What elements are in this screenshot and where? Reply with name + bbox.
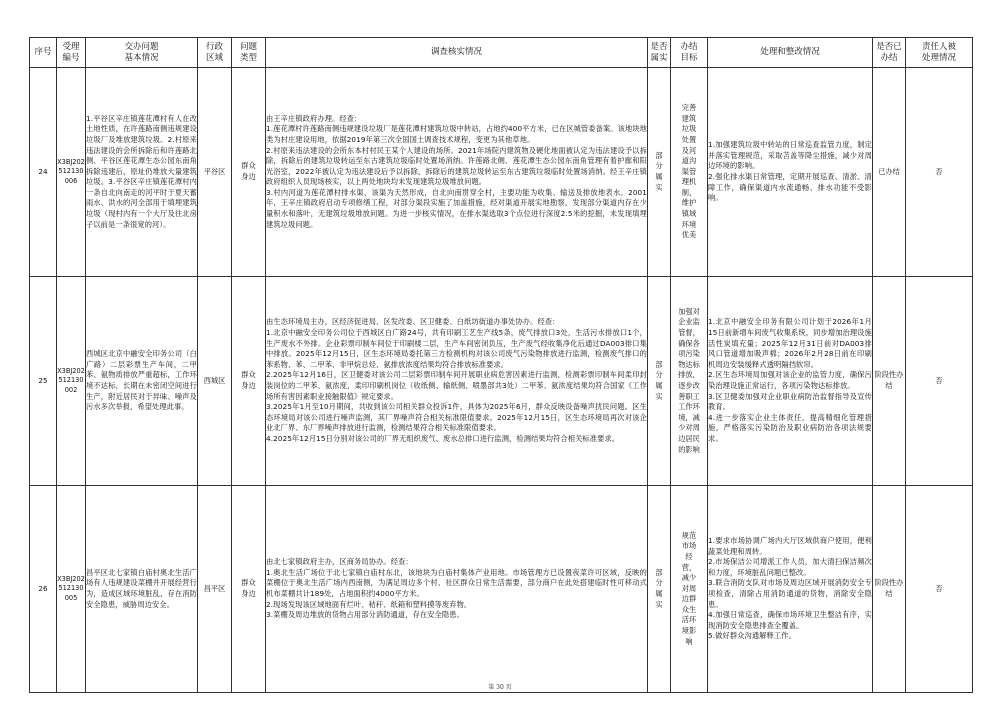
cell-done: 已办结: [873, 68, 906, 277]
page-number: 第 30 页: [488, 684, 512, 691]
cell-valid-text: 部分属实: [655, 359, 663, 401]
handling-paragraph: 3.区卫健委加强对企业职业病防治监督指导及宣传教育。: [708, 391, 872, 412]
cell-goal-text: 规范市场经营，减少对周边群众生活环境影响: [681, 530, 697, 646]
header-survey: 调查核实情况: [266, 38, 648, 68]
cell-valid: [648, 486, 671, 693]
cell-goal-text: 完善建筑垃圾处置及河道沟渠管理机制，维护镇域环境优美: [681, 103, 697, 240]
cell-type: [232, 277, 266, 486]
survey-paragraph: 2.现场发现该区域地面有烂叶、秸秆、纸箱和塑料摸等废弃物。: [266, 599, 472, 609]
survey-paragraph: 1.北京中融安全印务公司位于西城区白广路24号，共有印刷工艺生产线5条，废气排放口3处，生活污水排放口1个，生产废水不外排。企业彩票印制车间位于印刷楼二层，生产车间密闭负压，生产废气经收集净化后通过DA003排口集中排放。2025年12月15日，区生态环境局委托第三方检测机构对该公司废气污染物排放进行监测，检测废气排口的苯系物、苯、二甲苯、非甲烷总烃、氨排放浓度结果均符合排放标准要求。: [266, 328, 647, 369]
table-row: [30, 486, 973, 693]
cell-issue: 1.平谷区辛庄镇莲花潭村有人在改土地性质，在许莲路南侧违规建设垃圾厂及堆放建筑垃圾。2.村原来违法建设的会所拆除后和许莲路北侧、平谷区莲花潭生态公园东南角拆除违建后，原址仍堆放大量建筑垃圾。3.平谷区辛庄镇莲花潭村内一条自北向南走的河平时于夏天蓄雨水、洪水的河全部用于填埋建筑垃圾（现村内有一个大厅及往北房子以前是一条很宽的河）。: [86, 68, 198, 277]
cell-type-text: 群众身边: [241, 578, 256, 598]
header-seq: 序号: [30, 38, 57, 68]
cell-accountable: 否: [906, 486, 973, 693]
handling-paragraph: 4.进一步落实企业主体责任，提高精细化管理措施，严格落实污染防治及职业病防治各项法规要求。: [708, 412, 872, 443]
cell-type-text: 群众身边: [241, 370, 256, 390]
cell-seq: 24: [30, 68, 57, 277]
table-row: [30, 277, 973, 486]
cell-type: [232, 486, 266, 693]
case-table: [29, 37, 973, 693]
handling-paragraph: 2.市场保洁公司增派工作人员，加大清扫保洁频次和力度，环境脏乱问题已整改。: [708, 557, 872, 577]
cell-goal: [671, 68, 708, 277]
cell-valid-text: 部分属实: [655, 567, 663, 609]
cell-district: 平谷区: [198, 68, 232, 277]
handling-paragraph: 1.北京中融安全印务有限公司计划于2026年1月15日前新增车间废气收集系统，同步增加治理设施活性炭填充量；2025年12月31日前对DA003排风口管道增加吸声棉；2026年2月28日前在印刷机周边安装缓释式透明隔挡软帘。: [708, 317, 872, 369]
cell-accountable: 否: [906, 68, 973, 277]
survey-paragraph: 2.2025年12月16日，区卫健委对该公司二层彩票印制车间开展职业病危害因素进行监测，检测彩票印制车间柔印封装岗位的二甲苯、氨浓度，柔印印刷机岗位（收纸侧、输纸侧、喷墨部共3处）二甲苯、氨浓度结果均符合国家《工作场所有害因素职业接触限值》规定要求。: [266, 370, 647, 401]
cell-goal: [671, 486, 708, 693]
cell-survey: [266, 68, 648, 277]
cell-valid-text: 部分属实: [655, 150, 663, 192]
survey-paragraph: 4.2025年12月15日分别对该公司的厂界无组织废气、废水总排口进行监测，检测结果均符合相关标准要求。: [266, 433, 620, 443]
handling-paragraph: 2.区生态环境局加强对该企业的监管力度，确保污染治理设施正常运行，各项污染物达标排放。: [708, 370, 872, 390]
cell-issue: 昌平区北七家镇白庙村奥北生活广场有人违规建设菜棚并开展经营行为，造成区域环境脏乱，存在消防安全隐患，威胁周边安全。: [86, 486, 198, 693]
cell-type: [232, 68, 266, 277]
survey-paragraph: 由生态环境局主办，区经济促进局、区发改委、区卫健委、白纸坊街道办事处协办。经查：: [266, 317, 560, 327]
cell-issue: 西城区北京中融安全印务公司（白广路）二层彩票生产车间，二甲苯、氨物质排放严重超标，工作环境不达标，长期在未密闭空间进行生产，附近居民对于异味、噪声及污水多次举报，希望处理此事。: [86, 277, 198, 486]
cell-district: 昌平区: [198, 486, 232, 693]
cell-done: 阶段性办结: [873, 277, 906, 486]
handling-paragraph: 3.联合消防支队对市场及周边区域开展消防安全专项检查，清除占用消防通道的货物，消除安全隐患。: [708, 578, 872, 609]
survey-paragraph: 3.菜棚及周边堆放的货物占用部分消防通道，存在安全隐患。: [266, 610, 464, 620]
cell-district: 西城区: [198, 277, 232, 486]
header-handling: 处理和整改情况: [708, 38, 873, 68]
survey-paragraph: 3.村内河道为莲花潭村排水渠，该渠为天然形成，自北向南贯穿全村，主要功能为收集、输送及排放地表水。2001年，王辛庄镇政府启动专项修缮工程，对部分渠段实施了加盖措施，经对渠道开展实地勘察，发现部分渠道内存在少量积水和落叶，无建筑垃圾堆放问题。为进一步核实情况，在排水渠选取3个点位进行深度2.5米的挖掘，未发现填埋建筑垃圾问题。: [266, 187, 647, 229]
cell-handling: [708, 68, 873, 277]
header-valid: 是否 属实: [648, 38, 671, 68]
handling-paragraph: 2.强化排水渠日常管理，定期开展巡查、清淤、清障工作，确保渠道内水流通畅、排水功能不受影响。: [708, 172, 872, 203]
handling-paragraph: 1.加强建筑垃圾中转站的日常巡查监管力度，制定并落实管理规范，采取苫盖等降尘措施，减少对周边环境的影响。: [708, 140, 872, 171]
cell-survey: [266, 486, 648, 693]
handling-paragraph: 5.做好群众沟通解释工作。: [708, 631, 796, 641]
cell-accountable: 否: [906, 277, 973, 486]
header-goal: 办结 目标: [671, 38, 708, 68]
cell-handling: [708, 277, 873, 486]
cell-survey: [266, 277, 648, 486]
survey-paragraph: 1.奥北生活广场位于北七家镇白庙村东北，该地块为白庙村集体产业用地。市场管理方已设置夜菜许可区域，反映的菜棚位于奥北生活广场内西南侧，为满足周边多个村、社区群众日常生活需要，部分商户在此处搭建临时性可移动式机布菜棚共计189处，占地面积约4000平方米。: [266, 567, 647, 598]
cell-code: X3BJ202512130005: [57, 486, 86, 693]
survey-paragraph: 由北七家镇政府主办，区商务局协办。经查：: [266, 557, 413, 567]
cell-code: X3BJ202512130002: [57, 277, 86, 486]
header-accountable: 责任人被 处理情况: [906, 38, 973, 68]
survey-paragraph: 由王辛庄镇政府办理。经查：: [266, 113, 362, 123]
handling-paragraph: 1.要求市场协调广场内大厅区域供商户使用，便利蔬菜处理和周转。: [708, 536, 872, 556]
cell-seq: 26: [30, 486, 57, 693]
header-issue: 交办问题 基本情况: [86, 38, 198, 68]
cell-goal-text: 加强对企业监管督，确保各项污染物达标排放，逐步改善职工工作环境，减少对周边居民的影响: [678, 306, 700, 454]
cell-valid: [648, 68, 671, 277]
cell-valid: [648, 277, 671, 486]
survey-paragraph: 3.2025年1月至10月期间，共收到该公司相关群众投诉1件，具体为2025年6月，群众反映设备噪声扰民问题。区生态环境局对该公司进行噪声监测，其厂界噪声符合相关标准限值要求。2025年12月15日，区生态环境局再次对该企业北厂界、东厂界噪声排放进行监测，检测结果符合相关标准限值要求。: [266, 402, 647, 433]
cell-code: X3BJ202512130006: [57, 68, 86, 277]
survey-paragraph: 1.莲花潭村许莲路南侧违规建设垃圾厂是莲花潭村建筑垃圾中转站，占地约400平方米，已在区城管委备案。该地块地类为村庄建设用地，依据2019年第三次全国国土调查技术规程，变更为其他草地。: [266, 124, 647, 144]
cell-handling: [708, 486, 873, 693]
header-row: [30, 38, 973, 68]
table-row: [30, 68, 973, 277]
header-district: 行政 区域: [198, 38, 232, 68]
header-done: 是否已 办结: [873, 38, 906, 68]
cell-done: 阶段性办结: [873, 486, 906, 693]
cell-type-text: 群众身边: [241, 161, 256, 181]
cell-goal: [671, 277, 708, 486]
header-code: 受理 编号: [57, 38, 86, 68]
cell-seq: 25: [30, 277, 57, 486]
handling-paragraph: 4.加强日常巡查，确保市场环境卫生整洁有序，实现消防安全隐患排查全覆盖。: [708, 610, 872, 630]
header-type: 问题 类型: [232, 38, 266, 68]
survey-paragraph: 2.村原来违法建设的会所东本村村民王某个人建设的场所。2021年场院内建筑物及硬化地面被认定为违法建设予以拆除，拆除后的建筑垃圾转运至东古建筑垃圾临时处置场消纳。许莲路北侧、莲花潭生态公园东南角管理有着护廊和阳光浴室，2022年被认定为违法建设后予以拆除，拆除后的建筑垃圾转运至东古建筑垃圾临时处置场消纳。经王辛庄镇政府组织人员现场核实，以上两处地块均未发现建筑垃圾堆放问题。: [266, 145, 647, 187]
